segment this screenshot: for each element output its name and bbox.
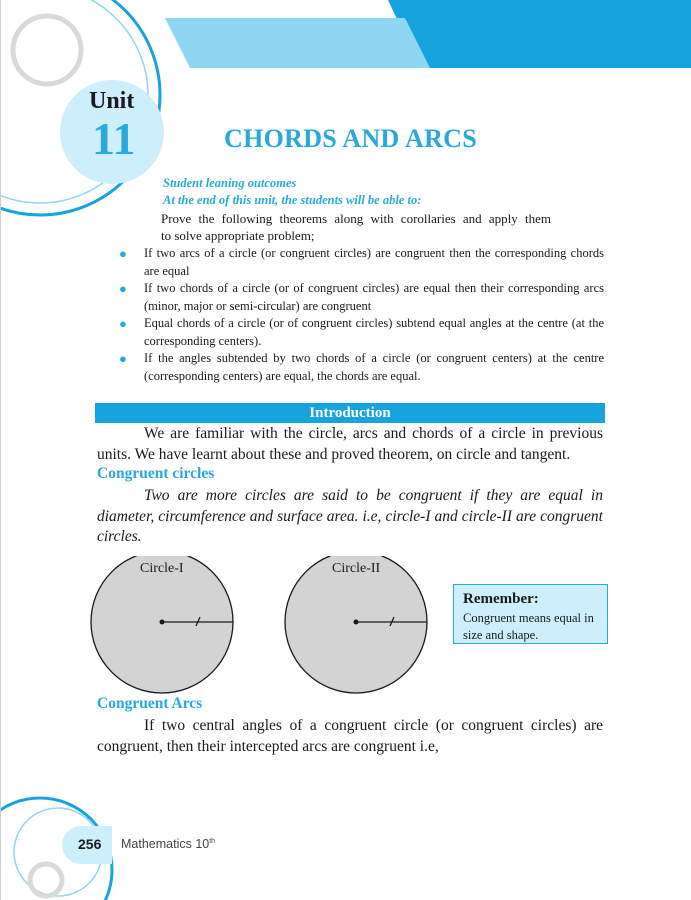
list-item-text: Equal chords of a circle (or of congruent circles) subtend equal angles at the centre (at the corresponding centers). [144,316,604,348]
congruent-arcs-paragraph: If two central angles of a congruent circle (or congruent circles) are congruent, then their intercepted arcs are congruent i.e, [97,717,603,755]
list-item [118,280,604,315]
bullet-icon: ● [119,246,127,261]
introduction-heading: Introduction [95,403,605,423]
learning-outcomes-line1: Prove the following theorems along with corollaries and apply them [161,211,551,226]
congruent-circles-paragraph: Two are more circles are said to be congruent if they are equal in diameter, circumference and surface area. i.e, circle-I and circle-II are congruent circles. [97,487,603,545]
learning-outcomes-subheading: At the end of this unit, the students will be able to: [163,193,422,207]
congruent-circles-figure [88,556,438,696]
page-number: 256 [78,836,102,852]
list-item [118,350,604,385]
congruent-circles-heading: Congruent circles [97,465,215,482]
top-banner-dark [388,0,691,68]
circle-two-centre [354,620,359,625]
remember-text: Congruent means equal in size and shape. [463,611,594,642]
list-item [118,315,604,350]
learning-outcomes-line2: to solve appropriate problem; [161,228,315,243]
bullet-icon: ● [119,351,127,366]
unit-label: Unit [89,88,135,114]
unit-number: 11 [92,113,136,164]
top-banner-light [165,18,430,68]
remember-heading: Remember: [463,591,539,607]
remember-box [453,584,608,644]
introduction-paragraph: We are familiar with the circle, arcs and chords of a circle in previous units. We have learnt about these and proved theorem, on circle and tangent. [97,425,603,463]
deco-circle-bottom-grey [30,864,62,896]
list-item-text: If two arcs of a circle (or congruent circles) are congruent then the corresponding chords are equal [144,246,604,278]
list-item [118,245,604,280]
outcomes-list [118,245,604,385]
circle-one-label: Circle-I [140,561,184,576]
deco-circle-grey [13,16,81,84]
congruent-arcs-heading: Congruent Arcs [97,695,203,712]
learning-outcomes-heading: Student leaning outcomes [163,176,297,190]
footer-book-name: Mathematics 10 [121,837,210,851]
footer-superscript: th [209,837,216,845]
footer-book-title [121,837,215,851]
bullet-icon: ● [119,281,127,296]
list-item-text: If the angles subtended by two chords of a circle (or congruent centers) at the centre (corresponding centers) are equal, the chords are equal. [144,351,604,383]
list-item-text: If two chords of a circle (or of congruent circles) are equal then their corresponding arcs (minor, major or semi-circular) are congruent [144,281,604,313]
bullet-icon: ● [119,316,127,331]
chapter-title: CHORDS AND ARCS [224,124,477,153]
circle-two-label: Circle-II [332,561,381,576]
circle-one-centre [160,620,165,625]
